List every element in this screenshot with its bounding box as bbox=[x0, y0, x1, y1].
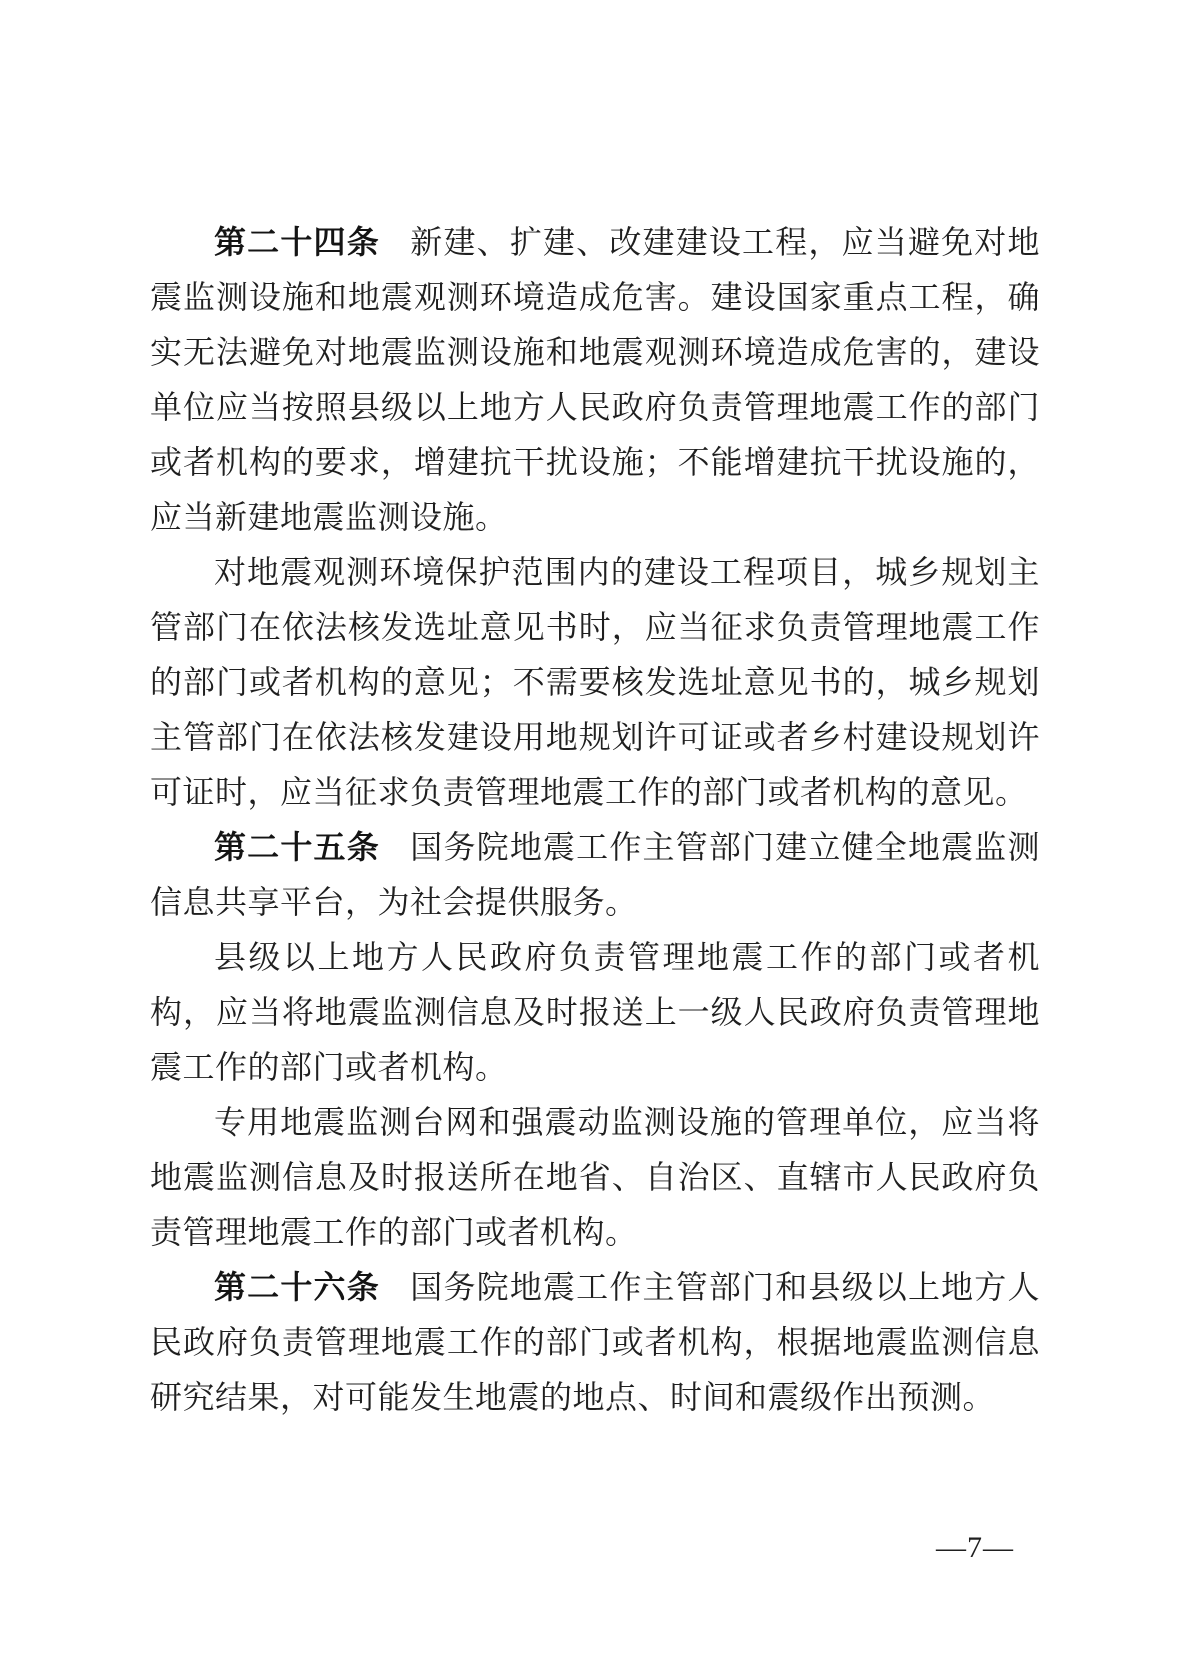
article-26-paragraph-1 bbox=[150, 1260, 1040, 1425]
article-24-paragraph-2-text: 对地震观测环境保护范围内的建设工程项目，城乡规划主管部门在依法核发选址意见书时，应当征求负责管理地震工作的部门或者机构的意见；不需要核发选址意见书的，城乡规划主管部门在依法核发建设用地规划许可证或者乡村建设规划许可证时，应当征求负责管理地震工作的部门或者机构的意见。 bbox=[150, 554, 1040, 810]
article-24-paragraph-2 bbox=[150, 545, 1040, 820]
article-25-paragraph-2 bbox=[150, 930, 1040, 1095]
document-body bbox=[150, 215, 1040, 1425]
article-25-heading: 第二十五条 bbox=[214, 829, 380, 865]
article-24-paragraph-1 bbox=[150, 215, 1040, 545]
article-25-paragraph-2-text: 县级以上地方人民政府负责管理地震工作的部门或者机构，应当将地震监测信息及时报送上一级人民政府负责管理地震工作的部门或者机构。 bbox=[150, 939, 1040, 1085]
article-25-paragraph-1 bbox=[150, 820, 1040, 930]
article-24-paragraph-1-text: 新建、扩建、改建建设工程，应当避免对地震监测设施和地震观测环境造成危害。建设国家重点工程，确实无法避免对地震监测设施和地震观测环境造成危害的，建设单位应当按照县级以上地方人民政府负责管理地震工作的部门或者机构的要求，增建抗干扰设施；不能增建抗干扰设施的，应当新建地震监测设施。 bbox=[150, 224, 1040, 535]
article-26-heading: 第二十六条 bbox=[214, 1269, 380, 1305]
article-25-paragraph-3 bbox=[150, 1095, 1040, 1260]
article-25-paragraph-3-text: 专用地震监测台网和强震动监测设施的管理单位，应当将地震监测信息及时报送所在地省、自治区、直辖市人民政府负责管理地震工作的部门或者机构。 bbox=[150, 1104, 1040, 1250]
page-number: —7— bbox=[936, 1531, 1014, 1564]
article-26-paragraph-1-text: 国务院地震工作主管部门和县级以上地方人民政府负责管理地震工作的部门或者机构，根据地震监测信息研究结果，对可能发生地震的地点、时间和震级作出预测。 bbox=[150, 1269, 1040, 1415]
article-25-paragraph-1-text: 国务院地震工作主管部门建立健全地震监测信息共享平台，为社会提供服务。 bbox=[150, 829, 1040, 920]
article-24-heading: 第二十四条 bbox=[214, 224, 380, 260]
